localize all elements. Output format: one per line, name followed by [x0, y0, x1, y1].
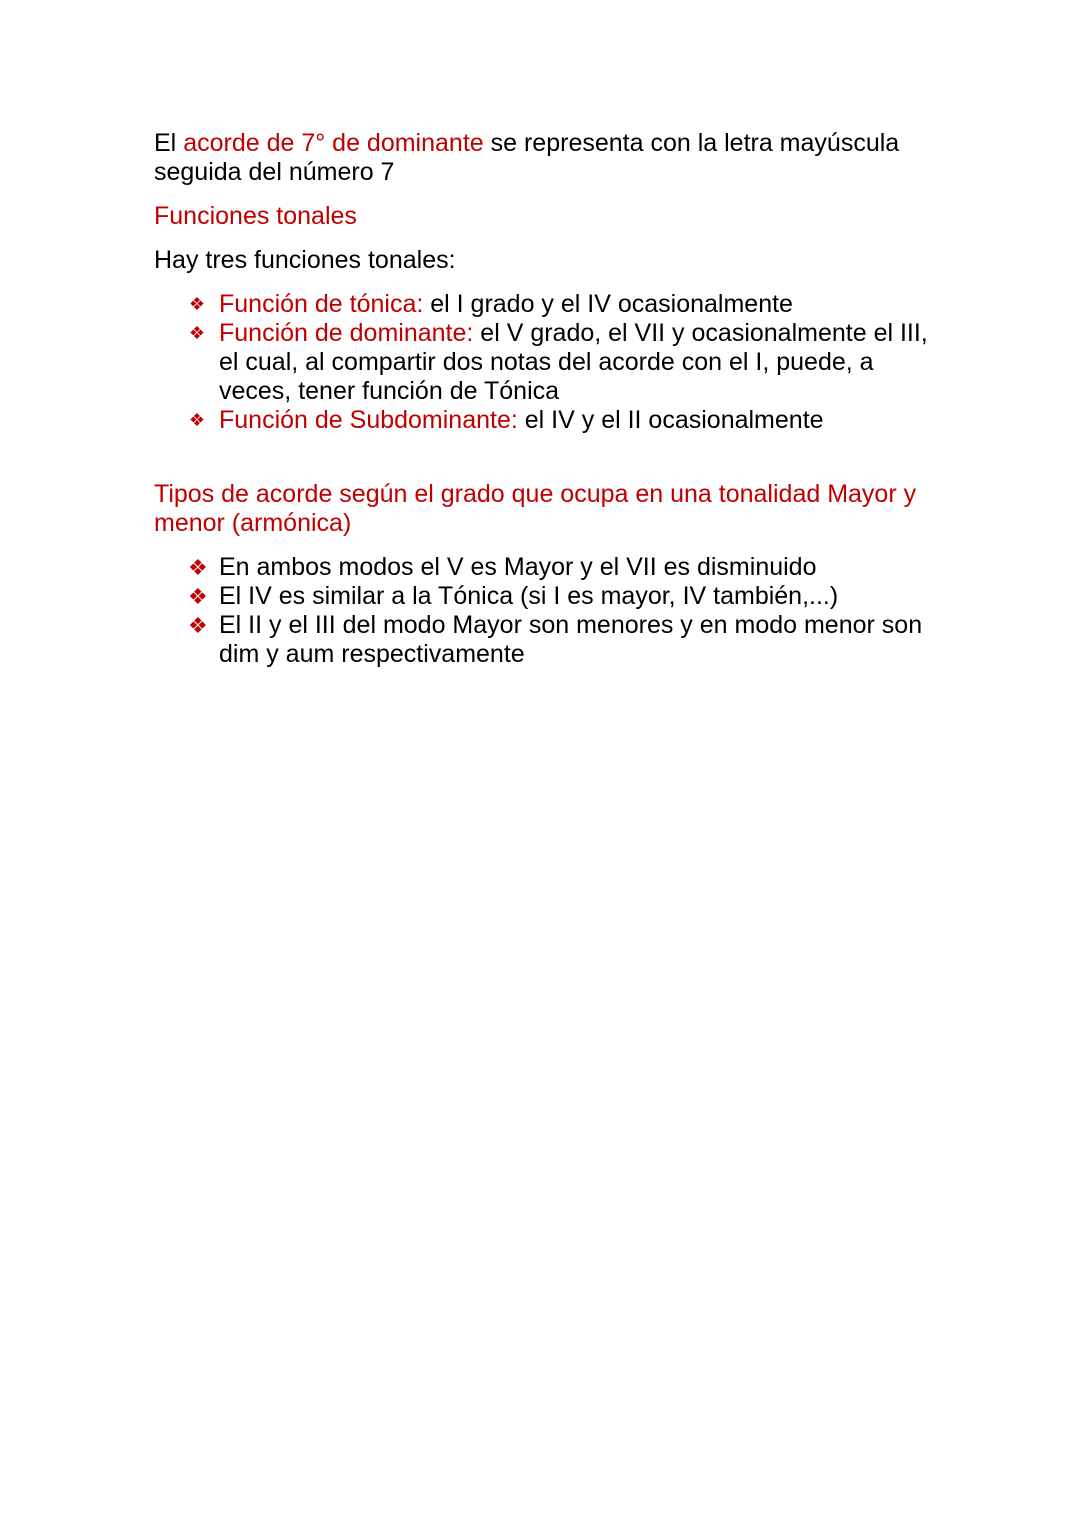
- intro-highlight: acorde de 7° de dominante: [183, 129, 484, 157]
- item-text: el IV y el II ocasionalmente: [517, 406, 824, 434]
- diamond-bullet-icon: ❖: [188, 410, 206, 430]
- list-item: [188, 582, 934, 611]
- item-text: En ambos modos el V es Mayor y el VII es disminuido: [219, 553, 817, 581]
- list-item: [188, 611, 934, 669]
- item-text: El II y el III del modo Mayor son menores y en modo menor son dim y aum respectivamente: [219, 611, 923, 668]
- tonal-functions-list: [154, 290, 934, 435]
- section1-heading: Funciones tonales: [154, 202, 357, 230]
- item-text: el V grado, el VII y ocasionalmente el III, el cual, al compartir dos notas del acorde con el I, puede, a veces, tener función de Tónica: [219, 319, 928, 405]
- list-item: [188, 553, 934, 582]
- intro-paragraph: [154, 129, 934, 187]
- section1-lead: Hay tres funciones tonales:: [154, 246, 456, 274]
- diamond-bullet-icon: ❖: [188, 555, 208, 580]
- diamond-bullet-icon: ❖: [188, 584, 208, 609]
- item-text: El IV es similar a la Tónica (si I es mayor, IV también,...): [219, 582, 839, 610]
- diamond-bullet-icon: ❖: [188, 294, 206, 314]
- list-item: [188, 290, 934, 319]
- diamond-bullet-icon: ❖: [188, 613, 208, 638]
- intro-suffix: se representa con la letra mayúscula seguida del número 7: [154, 129, 900, 186]
- item-label: Función de dominante:: [219, 319, 474, 347]
- item-text: el I grado y el IV ocasionalmente: [423, 290, 793, 318]
- intro-prefix: El: [154, 129, 184, 157]
- section2-heading: Tipos de acorde según el grado que ocupa en una tonalidad Mayor y menor (armónica): [154, 480, 917, 537]
- item-label: Función de tónica:: [219, 290, 424, 318]
- list-item: [188, 319, 934, 406]
- diamond-bullet-icon: ❖: [188, 323, 206, 343]
- list-item: [188, 406, 934, 435]
- item-label: Función de Subdominante:: [219, 406, 518, 434]
- chord-types-list: [154, 553, 934, 669]
- document-page: [154, 129, 934, 669]
